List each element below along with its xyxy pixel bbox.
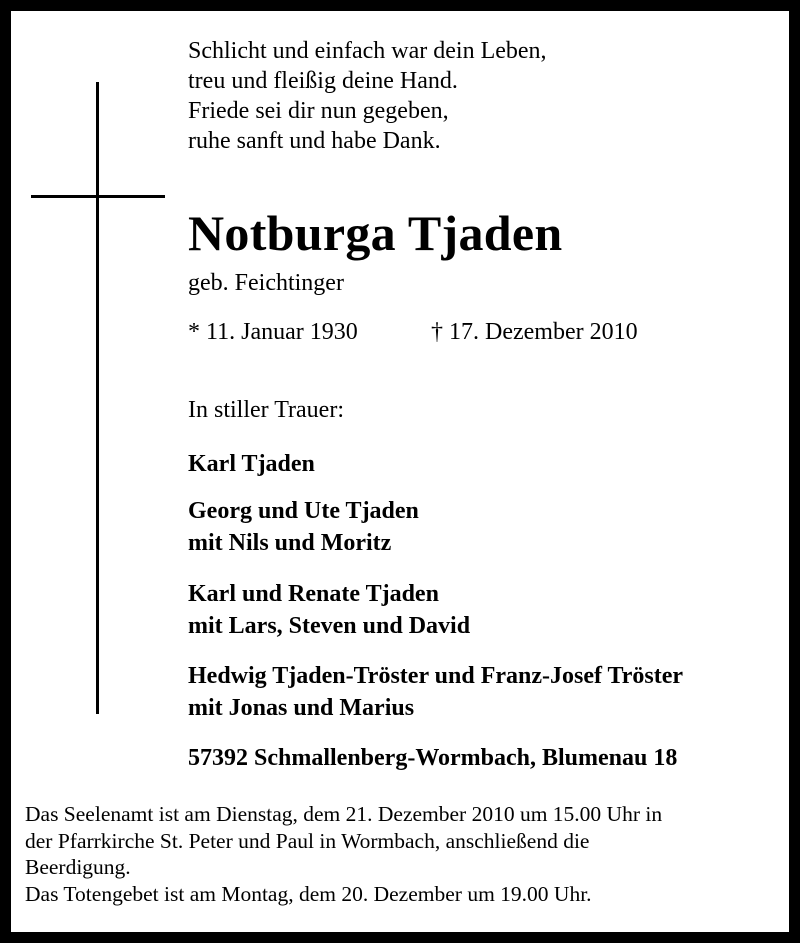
- cross-vertical-bar: [96, 82, 99, 714]
- mourner-line: Karl Tjaden: [188, 451, 315, 477]
- cross-horizontal-bar: [31, 195, 165, 198]
- service-line: Das Totengebet ist am Montag, dem 20. Dezember um 19.00 Uhr.: [25, 881, 592, 906]
- life-dates: [188, 317, 638, 347]
- poem-line: Friede sei dir nun gegeben,: [188, 98, 449, 124]
- mourner-line: Karl und Renate Tjaden: [188, 581, 439, 607]
- mourner-line: Hedwig Tjaden-Tröster und Franz-Josef Tröster: [188, 663, 684, 689]
- mourner-line: mit Nils und Moritz: [188, 530, 392, 556]
- service-line: Beerdigung.: [25, 855, 131, 879]
- death-date: † 17. Dezember 2010: [431, 319, 638, 345]
- mourning-intro: In stiller Trauer:: [188, 397, 344, 423]
- mourner-group: [188, 660, 683, 724]
- birth-date: * 11. Januar 1930: [188, 319, 358, 345]
- poem-line: treu und fleißig deine Hand.: [188, 68, 458, 94]
- mourner-line: mit Jonas und Marius: [188, 695, 415, 721]
- service-info: [25, 801, 789, 907]
- deceased-name: Notburga Tjaden: [188, 205, 563, 261]
- memorial-poem: [188, 36, 547, 156]
- maiden-name: geb. Feichtinger: [188, 270, 344, 296]
- mourner-group: [188, 578, 470, 642]
- service-line: der Pfarrkirche St. Peter und Paul in Wormbach, anschließend die: [25, 828, 590, 853]
- mourner-line: Georg und Ute Tjaden: [188, 498, 419, 524]
- mourner-group: [188, 448, 315, 480]
- poem-line: Schlicht und einfach war dein Leben,: [188, 38, 547, 64]
- mourner-group: [188, 495, 419, 559]
- family-address: 57392 Schmallenberg-Wormbach, Blumenau 18: [188, 745, 678, 771]
- mourner-line: mit Lars, Steven und David: [188, 613, 471, 639]
- poem-line: ruhe sanft und habe Dank.: [188, 128, 441, 154]
- service-line: Das Seelenamt ist am Dienstag, dem 21. Dezember 2010 um 15.00 Uhr in: [25, 802, 663, 826]
